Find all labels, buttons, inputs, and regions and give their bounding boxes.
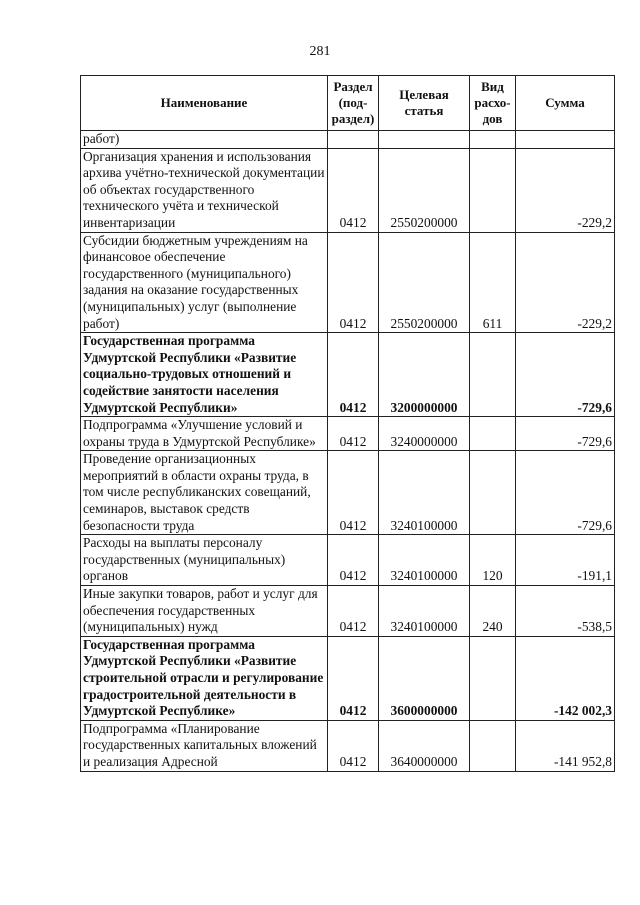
header-name: Наименование bbox=[81, 76, 328, 131]
row-type bbox=[470, 720, 516, 771]
row-target: 3240000000 bbox=[379, 417, 470, 451]
row-section bbox=[328, 131, 379, 149]
row-target: 2550200000 bbox=[379, 232, 470, 333]
row-name: работ) bbox=[81, 131, 328, 149]
row-sum: -141 952,8 bbox=[516, 720, 615, 771]
header-target: Целевая статья bbox=[379, 76, 470, 131]
row-section: 0412 bbox=[328, 451, 379, 535]
row-name: Организация хранения и использования архива учётно-технической документации об объектах государственного технического учёта и технической инвентаризации bbox=[81, 148, 328, 232]
table-row bbox=[81, 148, 615, 232]
header-sum: Сумма bbox=[516, 76, 615, 131]
table-row bbox=[81, 636, 615, 720]
table-row bbox=[81, 451, 615, 535]
row-section: 0412 bbox=[328, 417, 379, 451]
row-type: 240 bbox=[470, 586, 516, 637]
row-name: Подпрограмма «Планирование государственных капитальных вложений и реализация Адресной bbox=[81, 720, 328, 771]
row-section: 0412 bbox=[328, 720, 379, 771]
budget-table bbox=[80, 75, 615, 772]
row-target: 3600000000 bbox=[379, 636, 470, 720]
row-sum: -191,1 bbox=[516, 535, 615, 586]
row-type: 120 bbox=[470, 535, 516, 586]
row-section: 0412 bbox=[328, 586, 379, 637]
row-name: Государственная программа Удмуртской Республики «Развитие социально-трудовых отношений и содействие занятости населения Удмуртской Республики» bbox=[81, 333, 328, 417]
row-target: 3200000000 bbox=[379, 333, 470, 417]
row-name: Подпрограмма «Улучшение условий и охраны труда в Удмуртской Республике» bbox=[81, 417, 328, 451]
header-type: Вид расхо-дов bbox=[470, 76, 516, 131]
header-section: Раздел (под-раздел) bbox=[328, 76, 379, 131]
row-type bbox=[470, 417, 516, 451]
row-section: 0412 bbox=[328, 333, 379, 417]
row-section: 0412 bbox=[328, 636, 379, 720]
row-name: Иные закупки товаров, работ и услуг для обеспечения государственных (муниципальных) нужд bbox=[81, 586, 328, 637]
row-sum: -229,2 bbox=[516, 232, 615, 333]
row-target: 3240100000 bbox=[379, 535, 470, 586]
table-header-row bbox=[81, 76, 615, 131]
table-row bbox=[81, 333, 615, 417]
row-type: 611 bbox=[470, 232, 516, 333]
row-sum bbox=[516, 131, 615, 149]
row-type bbox=[470, 148, 516, 232]
row-sum: -538,5 bbox=[516, 586, 615, 637]
row-type bbox=[470, 131, 516, 149]
row-target bbox=[379, 131, 470, 149]
row-name: Проведение организационных мероприятий в области охраны труда, в том числе республиканских совещаний, семинаров, выставок средств безопасности труда bbox=[81, 451, 328, 535]
row-sum: -229,2 bbox=[516, 148, 615, 232]
table-row bbox=[81, 417, 615, 451]
row-target: 2550200000 bbox=[379, 148, 470, 232]
row-sum: -142 002,3 bbox=[516, 636, 615, 720]
row-section: 0412 bbox=[328, 232, 379, 333]
row-section: 0412 bbox=[328, 535, 379, 586]
row-type bbox=[470, 333, 516, 417]
table-row bbox=[81, 535, 615, 586]
page-number: 281 bbox=[309, 44, 331, 59]
row-sum: -729,6 bbox=[516, 451, 615, 535]
row-target: 3240100000 bbox=[379, 586, 470, 637]
table-row bbox=[81, 232, 615, 333]
row-type bbox=[470, 451, 516, 535]
row-target: 3240100000 bbox=[379, 451, 470, 535]
row-type bbox=[470, 636, 516, 720]
row-section: 0412 bbox=[328, 148, 379, 232]
row-name: Государственная программа Удмуртской Республики «Развитие строительной отрасли и регулирование градостроительной деятельности в Удмуртской Республике» bbox=[81, 636, 328, 720]
table-row bbox=[81, 720, 615, 771]
row-name: Субсидии бюджетным учреждениям на финансовое обеспечение государственного (муниципального) задания на оказание государственных (муниципальных) услуг (выполнение работ) bbox=[81, 232, 328, 333]
row-name: Расходы на выплаты персоналу государственных (муниципальных) органов bbox=[81, 535, 328, 586]
row-target: 3640000000 bbox=[379, 720, 470, 771]
table-row bbox=[81, 586, 615, 637]
row-sum: -729,6 bbox=[516, 333, 615, 417]
table-row bbox=[81, 131, 615, 149]
row-sum: -729,6 bbox=[516, 417, 615, 451]
